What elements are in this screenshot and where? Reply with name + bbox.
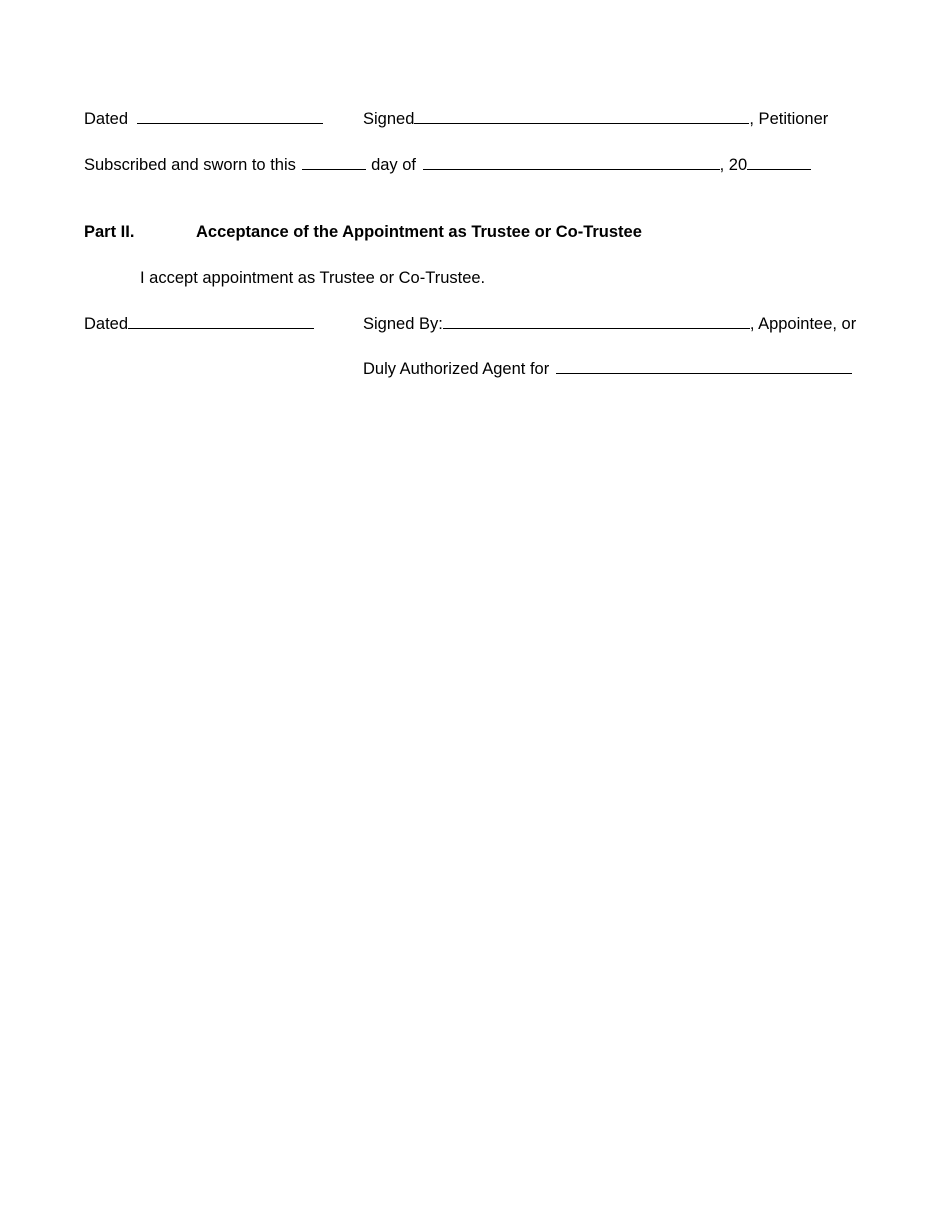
oath-day-of: day of [371, 156, 417, 174]
petition-date-blank[interactable] [137, 108, 323, 124]
acceptance-signed-line [363, 313, 856, 334]
agent-name-blank[interactable] [556, 358, 852, 374]
petition-signed-line [363, 108, 828, 129]
oath-line [84, 154, 811, 175]
oath-day-blank[interactable] [302, 154, 366, 170]
petition-dated-label: Dated [84, 110, 129, 128]
appointee-suffix: , Appointee, or [749, 315, 857, 333]
oath-year-blank[interactable] [747, 154, 811, 170]
acceptance-dated-label: Dated [84, 315, 129, 333]
oath-month-blank[interactable] [423, 154, 720, 170]
part-two-title: Acceptance of the Appointment as Trustee or Co-Trustee [196, 223, 642, 241]
petition-signature-blank[interactable] [414, 108, 749, 124]
oath-year-prefix: , 20 [719, 156, 748, 174]
petition-dated-line [84, 108, 323, 129]
petition-signed-label: Signed [363, 110, 415, 128]
petition-role-label: , Petitioner [749, 110, 829, 128]
acceptance-date-blank[interactable] [128, 313, 314, 329]
part-two-number: Part II. [84, 223, 135, 241]
oath-prefix: Subscribed and sworn to this [84, 156, 296, 174]
acceptance-dated-line [84, 313, 314, 334]
agent-label: Duly Authorized Agent for [363, 360, 550, 378]
acceptance-signed-by-label: Signed By: [363, 315, 443, 333]
acceptance-statement: I accept appointment as Trustee or Co-Trustee. [140, 269, 486, 287]
agent-line [363, 358, 852, 379]
acceptance-signature-blank[interactable] [443, 313, 750, 329]
